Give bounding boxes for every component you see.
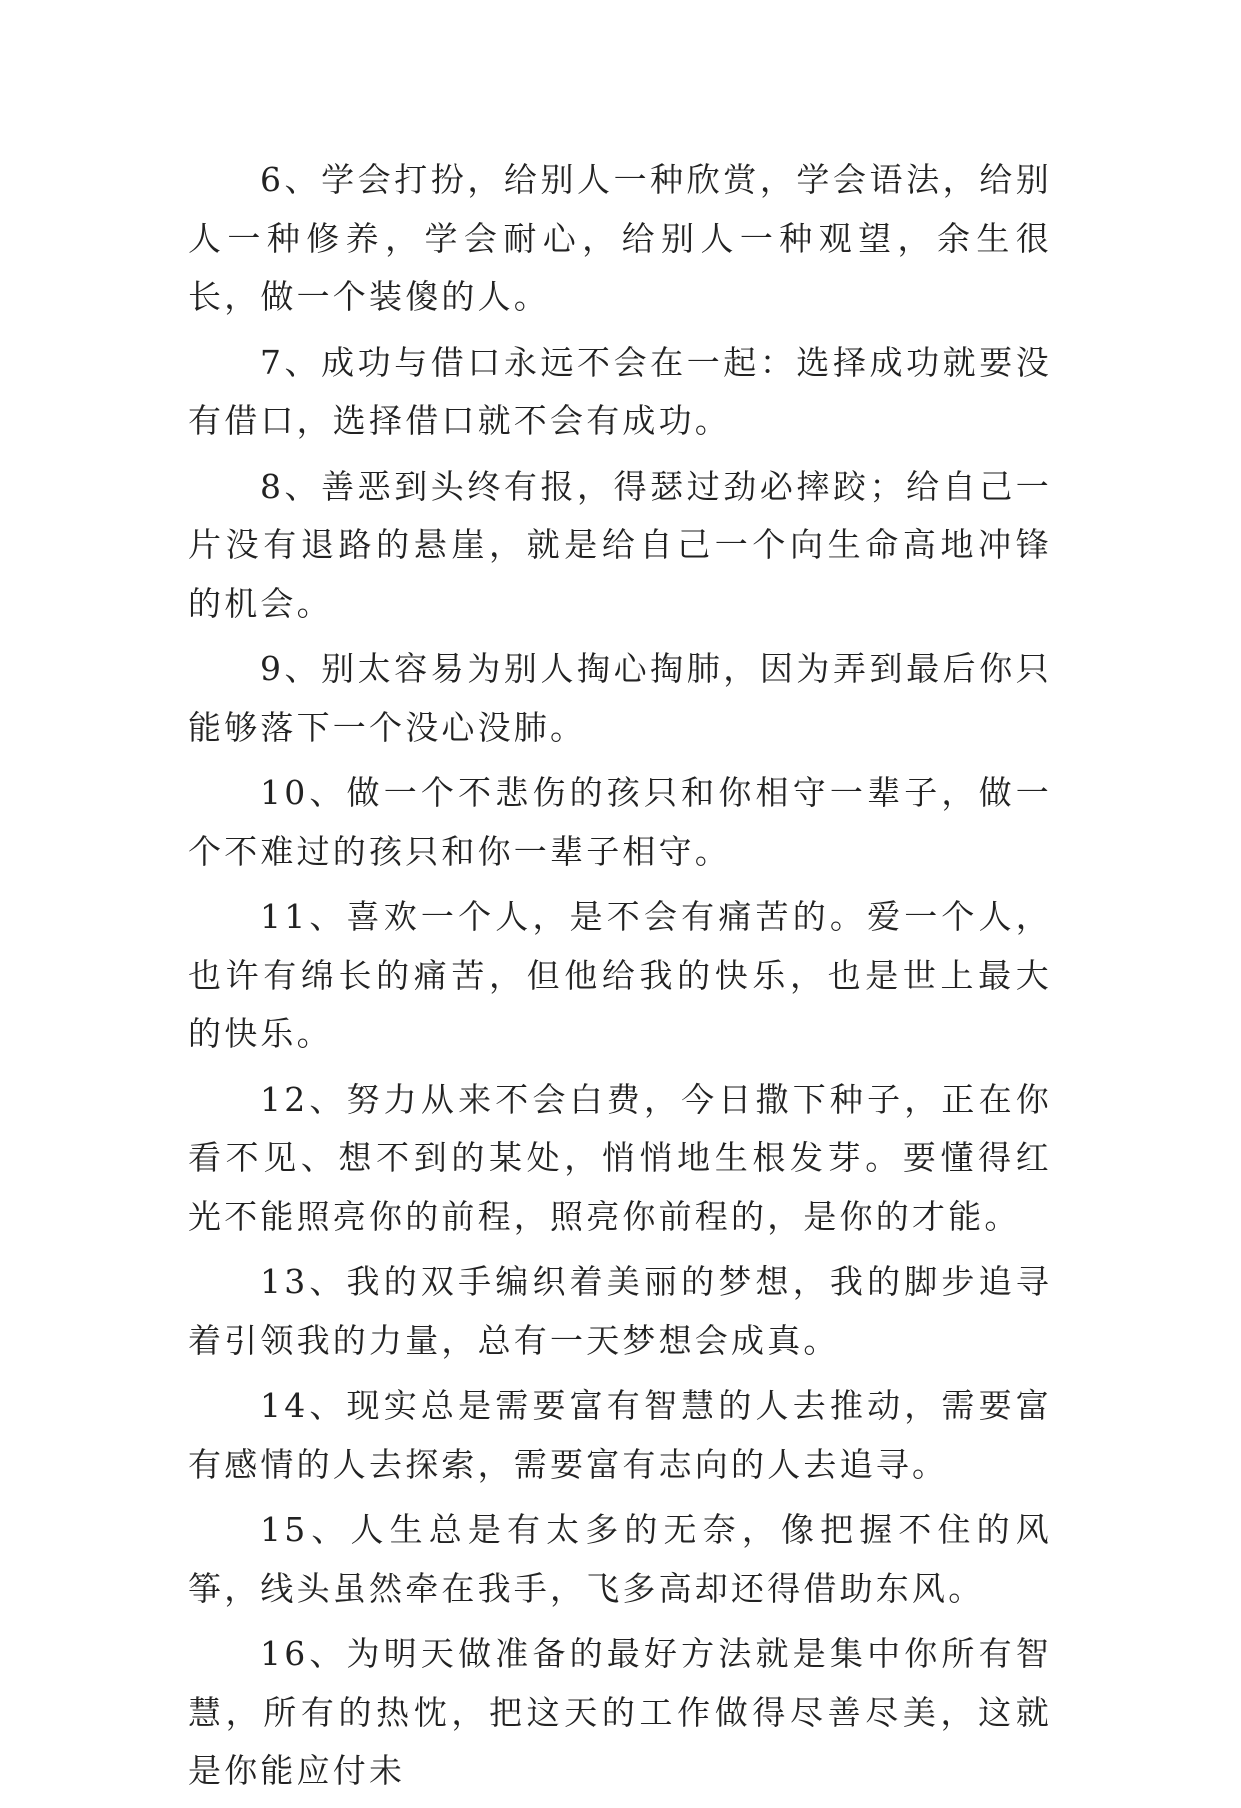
paragraph-14: 14、现实总是需要富有智慧的人去推动，需要富有感情的人去探索，需要富有志向的人去追寻。	[188, 1386, 1052, 1484]
paragraph-9: 9、别太容易为别人掏心掏肺，因为弄到最后你只能够落下一个没心没肺。	[188, 649, 1052, 747]
paragraph-6: 6、学会打扮，给别人一种欣赏，学会语法，给别人一种修养，学会耐心，给别人一种观望，余生很长，做一个装傻的人。	[188, 160, 1052, 316]
paragraph-7: 7、成功与借口永远不会在一起：选择成功就要没有借口，选择借口就不会有成功。	[188, 342, 1052, 440]
paragraph-16: 16、为明天做准备的最好方法就是集中你所有智慧，所有的热忱，把这天的工作做得尽善尽美，这就是你能应付未	[188, 1634, 1052, 1790]
paragraph-12: 12、努力从来不会白费，今日撒下种子，正在你看不见、想不到的某处，悄悄地生根发芽。要懂得红光不能照亮你的前程，照亮你前程的，是你的才能。	[188, 1079, 1052, 1236]
paragraph-11: 11、喜欢一个人，是不会有痛苦的。爱一个人，也许有绵长的痛苦，但他给我的快乐，也是世上最大的快乐。	[188, 897, 1052, 1053]
document-body	[188, 151, 1052, 1808]
paragraph-8: 8、善恶到头终有报，得瑟过劲必摔跤；给自己一片没有退路的悬崖，就是给自己一个向生命高地冲锋的机会。	[188, 466, 1052, 623]
paragraph-15: 15、人生总是有太多的无奈，像把握不住的风筝，线头虽然牵在我手，飞多高却还得借助东风。	[188, 1510, 1052, 1608]
paragraph-10: 10、做一个不悲伤的孩只和你相守一辈子，做一个不难过的孩只和你一辈子相守。	[188, 773, 1052, 871]
paragraph-13: 13、我的双手编织着美丽的梦想，我的脚步追寻着引领我的力量，总有一天梦想会成真。	[188, 1262, 1052, 1360]
